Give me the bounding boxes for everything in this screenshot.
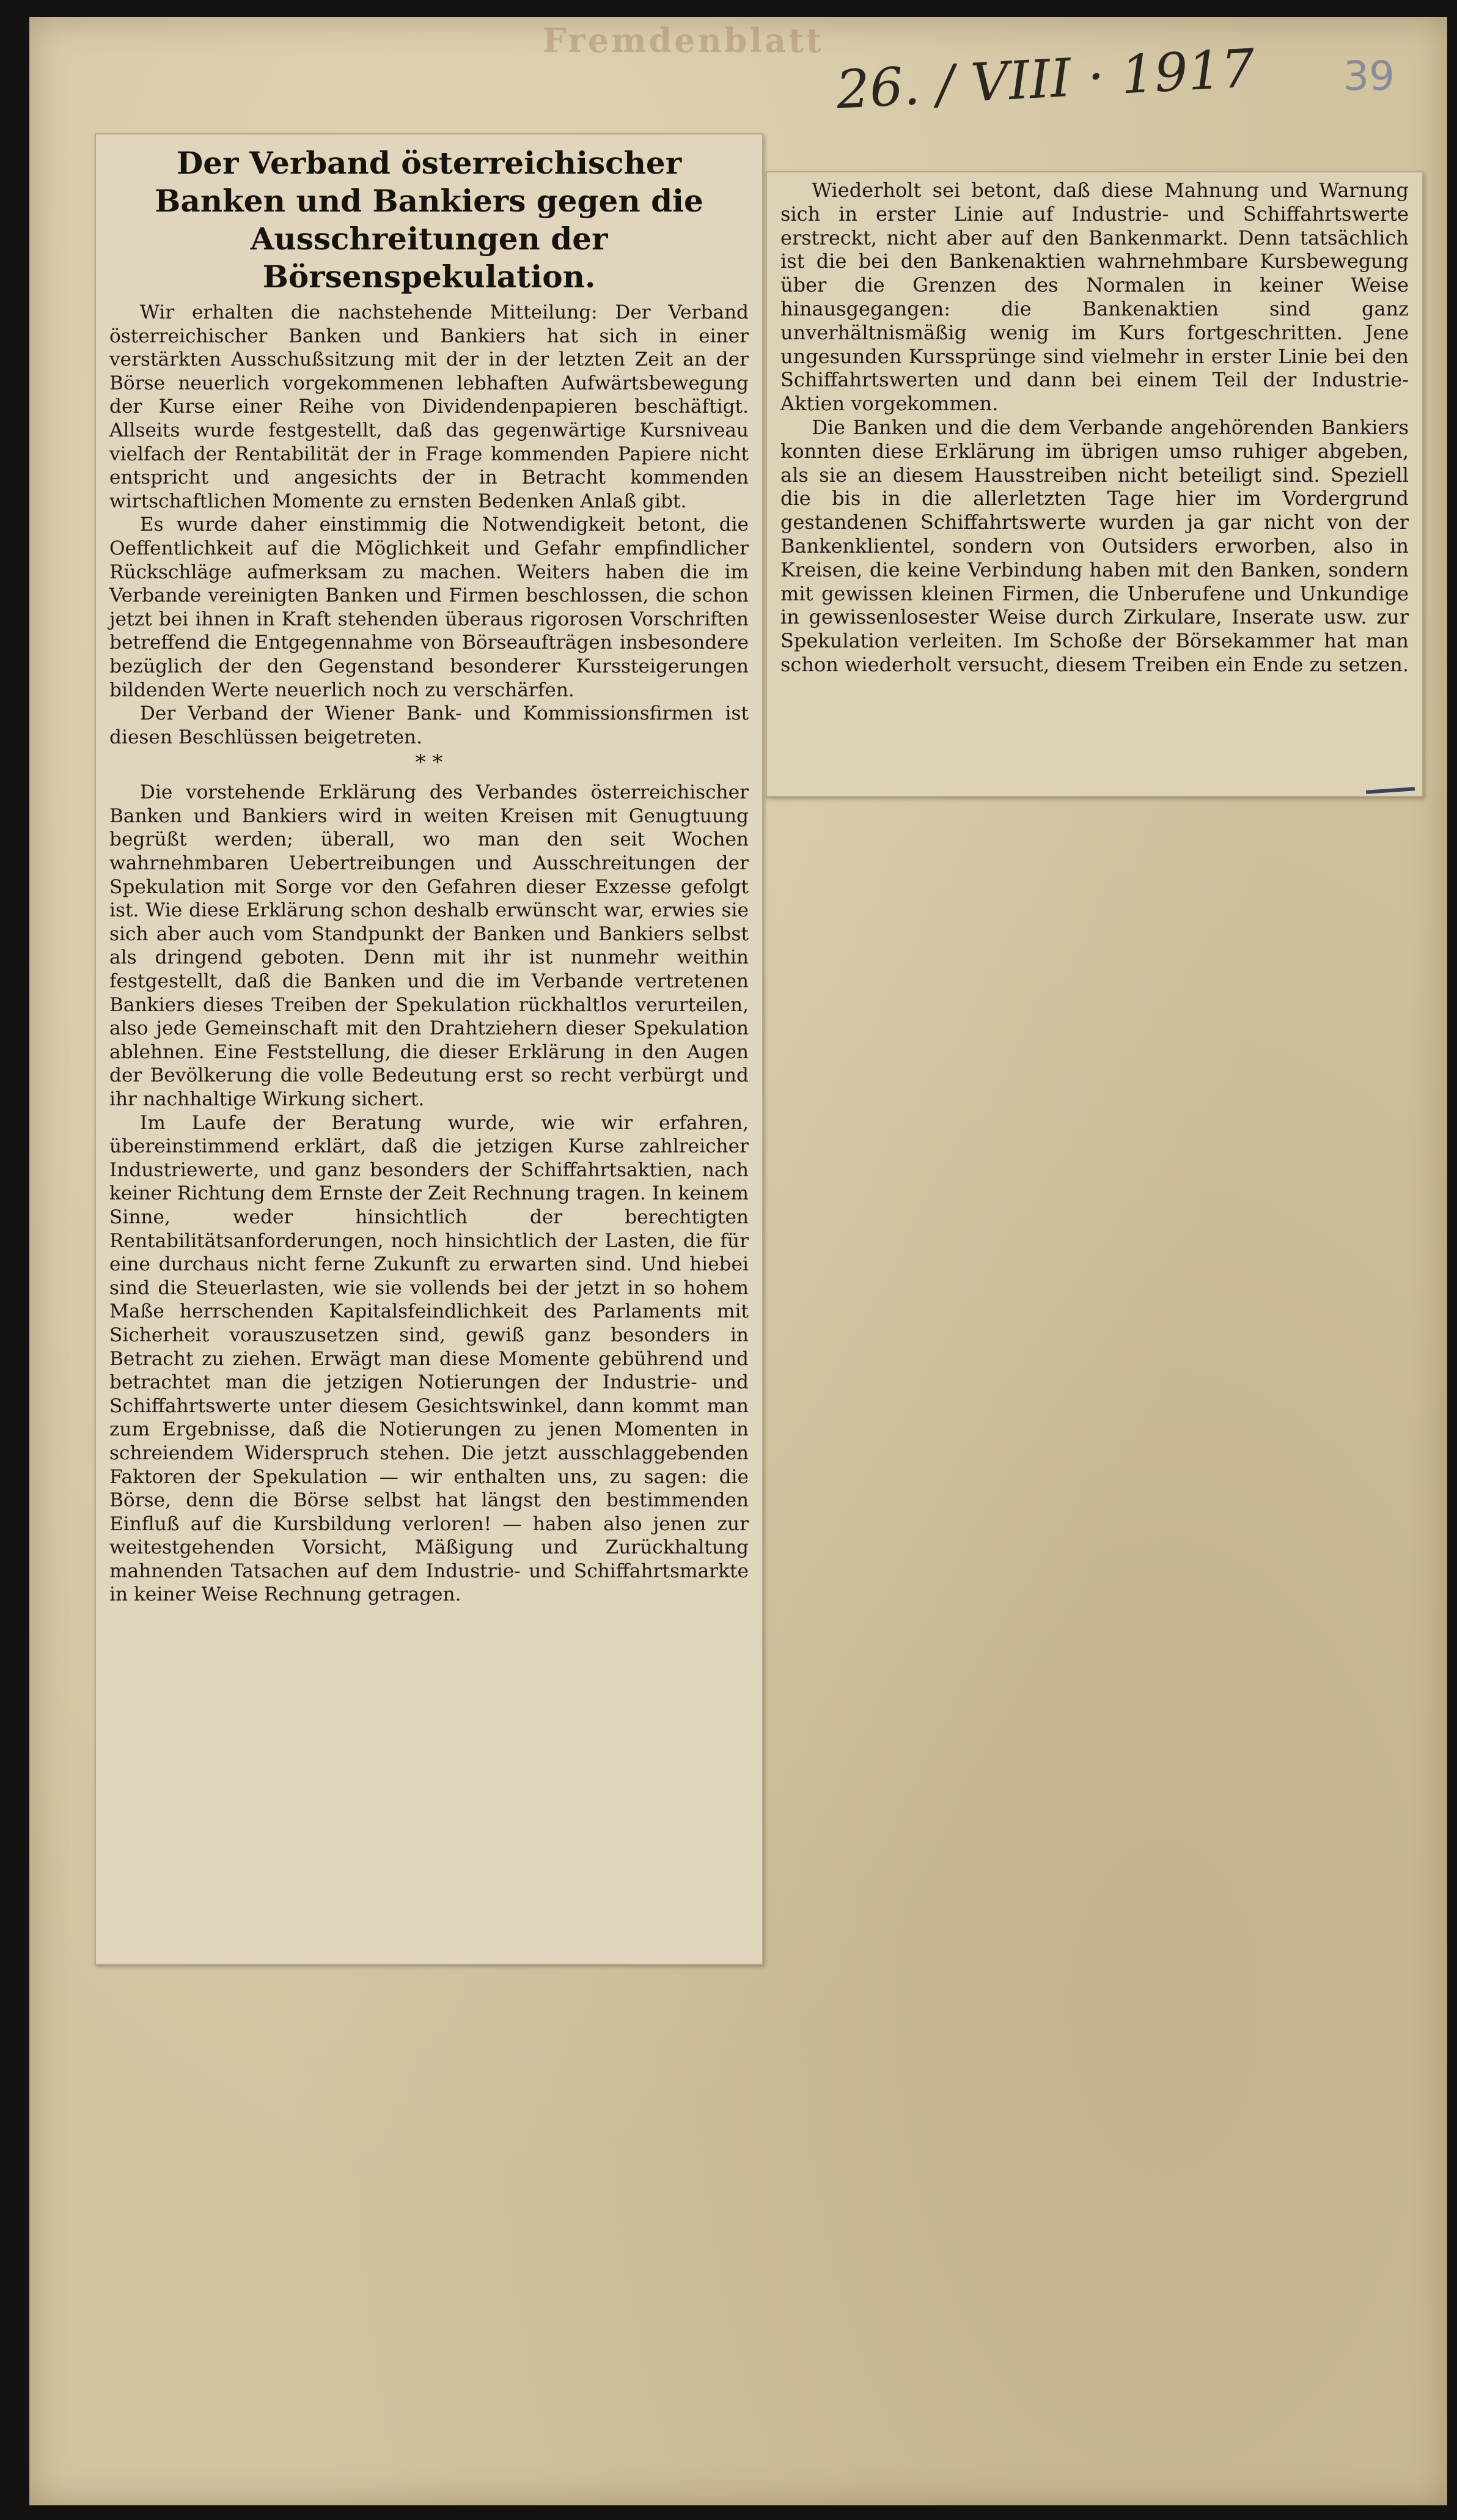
paragraph: Wiederholt sei betont, daß diese Mahnung und Warnung sich in erster Linie auf Industrie- und Schiffahrtswerte erstreckt, nicht aber auf den Bankenmarkt. Denn tatsächlich ist die bei den Bankenaktien wahrnehmbare Kursbewegung über die Grenzen des Normalen in keiner Weise hinausgegangen: die Bankenaktien sind ganz unverhältnismäßig wenig im Kurs fortgeschritten. Jene ungesunden Kurssprünge sind vielmehr in erster Linie bei den Schiffahrtswerten und dann bei einem Teil der Industrie-Aktien vorgekommen. xyxy=(780,179,1409,416)
paragraph: Es wurde daher einstimmig die Notwendigkeit betont, die Oeffentlichkeit auf die Möglichkeit und Gefahr empfindlicher Rückschläge aufmerksam zu machen. Weiters haben die im Verbande vereinigten Banken und Firmen beschlossen, die schon jetzt bei ihnen in Kraft stehenden überaus rigorosen Vorschriften betreffend die Entgegennahme von Börseaufträgen insbesondere bezüglich der den Gegenstand besonderer Kurssteigerungen bildenden Werte neuerlich noch zu verschärfen. xyxy=(109,514,749,701)
handwritten-date: 26. / VIII · 1917 xyxy=(834,38,1257,121)
paragraph: Die vorstehende Erklärung des Verbandes österreichischer Banken und Bankiers wird in weiten Kreisen mit Genugtuung begrüßt werden; überall, wo man den seit Wochen wahrnehmbaren Uebertreibungen und Ausschreitungen der Spekulation mit Sorge vor den Gefahren dieser Exzesse gefolgt ist. Wie diese Erklärung schon deshalb erwünscht war, erwies sie sich aber auch vom Standpunkt der Banken und Bankiers selbst als dringend geboten. Denn mit ihr ist nunmehr weithin festgestellt, daß die Banken und die im Verbande vertretenen Bankiers dieses Treiben der Spekulation rückhaltlos verurteilen, also jede Gemeinschaft mit den Drahtziehern dieser Spekulation ablehnen. Eine Feststellung, die dieser Erklärung in den Augen der Bevölkerung die volle Bedeutung erst so recht verbürgt und ihr nachhaltige Wirkung sichert. xyxy=(109,781,749,1110)
article-body-right xyxy=(780,179,1409,677)
clipping-left-column xyxy=(95,133,763,1965)
paragraph: Wir erhalten die nachstehende Mitteilung: Der Verband österreichischer Banken und Bankiers hat sich in einer verstärkten Ausschußsitzung mit der in der letzten Zeit an der Börse neuerlich vorgekommenen lebhaften Aufwärtsbewegung der Kurse einer Reihe von Dividendenpapieren beschäftigt. Allseits wurde festgestellt, daß das gegenwärtige Kursniveau vielfach der Rentabilität der in Frage kommenden Papiere nicht entspricht und angesichts der in Betracht kommenden wirtschaftlichen Momente zu ernsten Bedenken Anlaß gibt. xyxy=(109,301,749,512)
article-body-left xyxy=(109,301,749,1607)
article-headline: Der Verband österreichischer Banken und Bankiers gegen die Ausschreitungen der Börsenspekulation. xyxy=(155,145,703,295)
folio-number: 39 xyxy=(1343,53,1395,100)
paragraph: Der Verband der Wiener Bank- und Kommissionsfirmen ist diesen Beschlüssen beigetreten. xyxy=(109,702,749,748)
clipping-right-column xyxy=(766,171,1423,797)
newspaper-masthead: Fremdenblatt xyxy=(543,21,824,60)
section-separator: * * xyxy=(415,750,443,775)
paragraph: Im Laufe der Beratung wurde, wie wir erfahren, übereinstimmend erklärt, daß die jetzigen Kurse zahlreicher Industriewerte, und ganz besonders der Schiffahrtsaktien, nach keiner Richtung dem Ernste der Zeit Rechnung tragen. In keinem Sinne, weder hinsichtlich der berechtigten Rentabilitätsanforderungen, noch hinsichtlich der Lasten, die für eine durchaus nicht ferne Zukunft zu erwarten sind. Und hiebei sind die Steuerlasten, wie sie vollends bei der jetzt in so hohem Maße herrschenden Kapitalsfeindlichkeit des Parlaments mit Sicherheit vorauszusetzen sind, gewiß ganz besonders in Betracht zu ziehen. Erwägt man diese Momente gebührend und betrachtet man die jetzigen Notierungen der Industrie- und Schiffahrtswerte unter diesem Gesichtswinkel, dann kommt man zum Ergebnisse, daß die Notierungen zu jenen Momenten in schreiendem Widerspruch stehen. Die jetzt ausschlaggebenden Faktoren der Spekulation — wir enthalten uns, zu sagen: die Börse, denn die Börse selbst hat längst den bestimmenden Einfluß auf die Kursbildung verloren! — haben also jenen zur weitestgehenden Vorsicht, Mäßigung und Zurückhaltung mahnenden Tatsachen auf dem Industrie- und Schiffahrtsmarkte in keiner Weise Rechnung getragen. xyxy=(109,1111,749,1606)
paragraph: Die Banken und die dem Verbande angehörenden Bankiers konnten diese Erklärung im übrigen umso ruhiger abgeben, als sie an diesem Hausstreiben nicht beteiligt sind. Speziell die bis in die allerletzten Tage hier im Vordergrund gestandenen Schiffahrtswerte wurden ja gar nicht von der Bankenklientel, sondern von Outsiders erworben, also in Kreisen, die keine Verbindung haben mit den Banken, sondern mit gewissen kleinen Firmen, die Unberufene und Unkundige in gewissenlosester Weise durch Zirkulare, Inserate usw. zur Spekulation verleiten. Im Schoße der Börsekammer hat man schon wiederholt versucht, diesem Treiben ein Ende zu setzen. xyxy=(780,415,1409,676)
